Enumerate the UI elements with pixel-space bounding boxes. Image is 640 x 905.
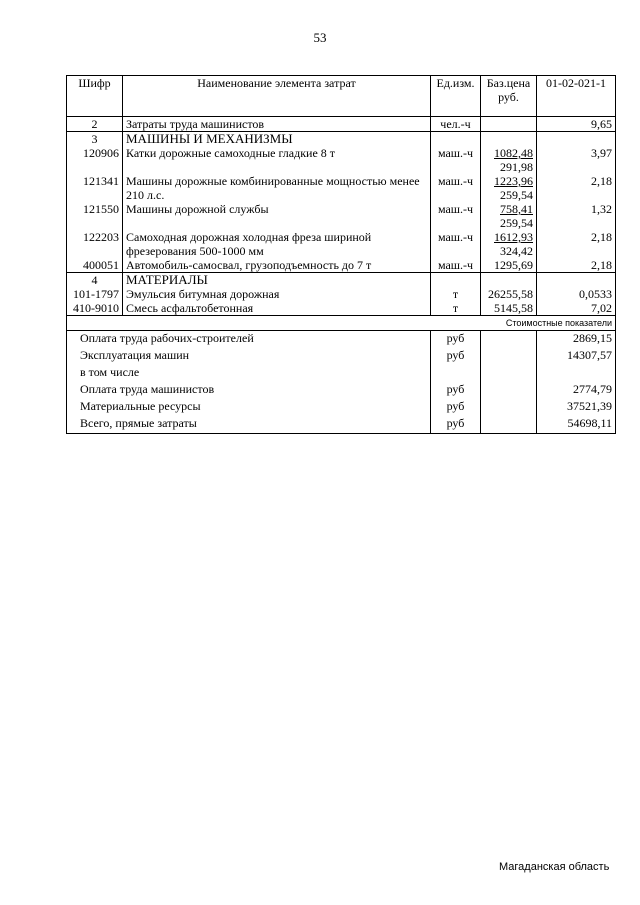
summary-unit: руб xyxy=(431,348,481,365)
row-code: 121550 xyxy=(67,202,123,230)
summary-value: 14307,57 xyxy=(537,348,616,365)
row-qty: 3,97 xyxy=(537,146,616,174)
page-number: 53 xyxy=(313,30,327,45)
row-name: Затраты труда машинистов xyxy=(123,117,431,132)
row-name: Самоходная дорожная холодная фреза шириной фрезерования 500-1000 мм xyxy=(123,230,431,258)
row-unit: т xyxy=(431,301,481,316)
row-unit: маш.-ч xyxy=(431,230,481,258)
row-price xyxy=(481,230,537,258)
row-price xyxy=(481,174,537,202)
row-price xyxy=(481,202,537,230)
indicators-caption: Стоимостные показатели xyxy=(67,316,616,331)
summary-row xyxy=(67,365,616,382)
row-base-price: 1223,96 xyxy=(494,174,533,188)
summary-name: Эксплуатация машин xyxy=(67,348,431,365)
row-unit: маш.-ч xyxy=(431,174,481,202)
summary-value: 54698,11 xyxy=(537,416,616,434)
row-wage-price: 291,98 xyxy=(500,160,533,174)
header-base-price xyxy=(481,76,537,117)
row-code: 120906 xyxy=(67,146,123,174)
table-row xyxy=(67,202,616,230)
summary-row xyxy=(67,416,616,434)
indicators-caption-row xyxy=(67,316,616,331)
row-unit: маш.-ч xyxy=(431,258,481,273)
row-qty: 9,65 xyxy=(537,117,616,132)
row-qty: 0,0533 xyxy=(537,287,616,301)
header-rate-code: 01-02-021-1 xyxy=(537,76,616,117)
section-title: МАШИНЫ И МЕХАНИЗМЫ xyxy=(123,132,431,147)
row-name: Смесь асфальтобетонная xyxy=(123,301,431,316)
section-code: 4 xyxy=(67,273,123,288)
row-qty: 2,18 xyxy=(537,258,616,273)
row-unit: т xyxy=(431,287,481,301)
section-row xyxy=(67,273,616,288)
row-wage-price: 259,54 xyxy=(500,216,533,230)
table-row xyxy=(67,117,616,132)
summary-unit: руб xyxy=(431,382,481,399)
row-unit: чел.-ч xyxy=(431,117,481,132)
summary-unit: руб xyxy=(431,331,481,349)
section-code: 3 xyxy=(67,132,123,147)
section-row xyxy=(67,132,616,147)
summary-name: Всего, прямые затраты xyxy=(67,416,431,434)
row-price: 1295,69 xyxy=(481,258,537,273)
footer-region: Магаданская область xyxy=(499,861,610,873)
row-name: Катки дорожные самоходные гладкие 8 т xyxy=(123,146,431,174)
row-name: Эмульсия битумная дорожная xyxy=(123,287,431,301)
summary-unit: руб xyxy=(431,399,481,416)
header-code: Шифр xyxy=(67,76,123,117)
table-header-row xyxy=(67,76,616,117)
summary-value: 37521,39 xyxy=(537,399,616,416)
row-qty: 2,18 xyxy=(537,174,616,202)
summary-row xyxy=(67,399,616,416)
header-name: Наименование элемента затрат xyxy=(123,76,431,117)
header-base-price-line2: руб. xyxy=(498,90,519,104)
row-wage-price: 259,54 xyxy=(500,188,533,202)
row-unit: маш.-ч xyxy=(431,202,481,230)
summary-value: 2869,15 xyxy=(537,331,616,349)
table-row xyxy=(67,230,616,258)
row-base-price: 1082,48 xyxy=(494,146,533,160)
row-code: 101-1797 xyxy=(67,287,123,301)
table-row xyxy=(67,174,616,202)
header-base-price-line1: Баз.цена xyxy=(486,76,531,90)
summary-name: Материальные ресурсы xyxy=(67,399,431,416)
table-row xyxy=(67,258,616,273)
summary-value: 2774,79 xyxy=(537,382,616,399)
table-row xyxy=(67,287,616,301)
summary-value xyxy=(537,365,616,382)
row-wage-price: 324,42 xyxy=(500,244,533,258)
row-qty: 7,02 xyxy=(537,301,616,316)
row-name: Машины дорожной службы xyxy=(123,202,431,230)
summary-name: Оплата труда рабочих-строителей xyxy=(67,331,431,349)
row-name: Автомобиль-самосвал, грузоподъемность до 7 т xyxy=(123,258,431,273)
cost-table xyxy=(66,75,616,434)
summary-row xyxy=(67,348,616,365)
summary-name: Оплата труда машинистов xyxy=(67,382,431,399)
row-code: 410-9010 xyxy=(67,301,123,316)
row-code: 400051 xyxy=(67,258,123,273)
summary-unit xyxy=(431,365,481,382)
row-name: Машины дорожные комбинированные мощностью менее 210 л.с. xyxy=(123,174,431,202)
row-price: 5145,58 xyxy=(481,301,537,316)
row-code: 121341 xyxy=(67,174,123,202)
row-code: 2 xyxy=(67,117,123,132)
row-code: 122203 xyxy=(67,230,123,258)
summary-row xyxy=(67,382,616,399)
table-row xyxy=(67,146,616,174)
row-base-price: 758,41 xyxy=(500,202,533,216)
section-title: МАТЕРИАЛЫ xyxy=(123,273,431,288)
row-unit: маш.-ч xyxy=(431,146,481,174)
row-qty: 2,18 xyxy=(537,230,616,258)
row-price xyxy=(481,146,537,174)
row-qty: 1,32 xyxy=(537,202,616,230)
header-unit: Ед.изм. xyxy=(431,76,481,117)
summary-unit: руб xyxy=(431,416,481,434)
summary-row xyxy=(67,331,616,349)
row-base-price: 1612,93 xyxy=(494,230,533,244)
row-price xyxy=(481,117,537,132)
summary-name: в том числе xyxy=(67,365,431,382)
table-row xyxy=(67,301,616,316)
row-price: 26255,58 xyxy=(481,287,537,301)
